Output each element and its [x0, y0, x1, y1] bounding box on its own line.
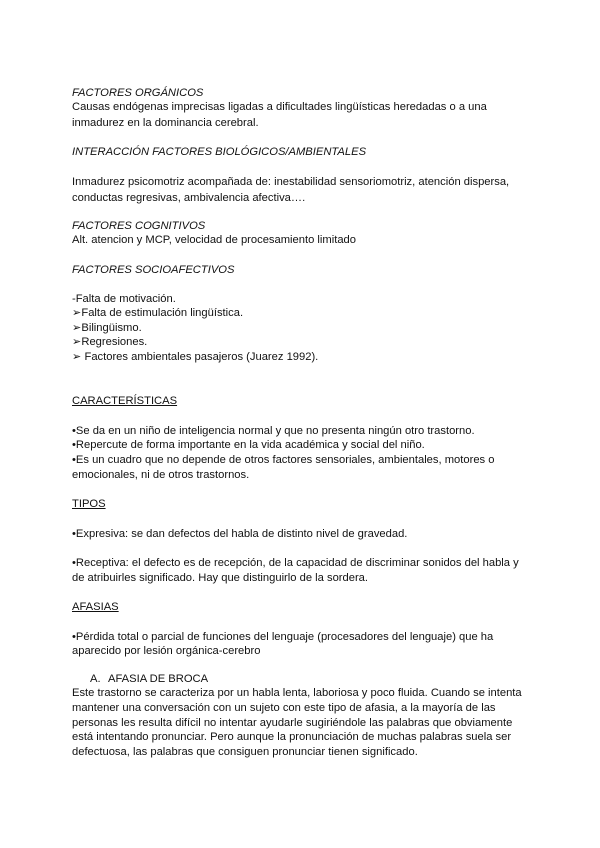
paragraph-line: Este trastorno se caracteriza por un habla lenta, laboriosa y poco fluida. Cuando se intenta — [72, 687, 522, 699]
list-item: -Falta de motivación. — [72, 293, 176, 305]
paragraph-line: •Expresiva: se dan defectos del habla de distinto nivel de gravedad. — [72, 528, 408, 540]
list-item: ➢Falta de estimulación lingüística. — [72, 307, 244, 319]
heading-tipos: TIPOS — [72, 498, 106, 510]
list-item: ➢Regresiones. — [72, 336, 148, 348]
list-marker-a: A. — [90, 673, 101, 685]
heading-interaccion: INTERACCIÓN FACTORES BIOLÓGICOS/AMBIENTALES — [72, 146, 367, 158]
paragraph-line: está intentando pronunciar. Pero aunque la pronunciación de muchas palabras suela ser — [72, 731, 512, 743]
paragraph-line: conductas regresivas, ambivalencia afectiva…. — [72, 192, 306, 204]
paragraph-line: personas les resulta difícil no intentar ayudarle sugiriéndole las palabras que obviamente — [72, 717, 513, 729]
heading-afasia-de-broca: AFASIA DE BROCA — [108, 673, 209, 685]
paragraph-line: aparecido por lesión orgánica-cerebro — [72, 645, 261, 657]
list-item: ➢Bilingüismo. — [72, 322, 142, 334]
paragraph-line: Causas endógenas imprecisas ligadas a dificultades lingüísticas heredadas o a una — [72, 101, 487, 113]
heading-factores-cognitivos: FACTORES COGNITIVOS — [72, 220, 206, 232]
paragraph-line: mantener una conversación con un sujeto con este tipo de afasia, a la mayoría de las — [72, 702, 496, 714]
paragraph-line: •Se da en un niño de inteligencia normal y que no presenta ningún otro trastorno. — [72, 425, 475, 437]
list-item: ➢ Factores ambientales pasajeros (Juarez 1992). — [72, 351, 319, 363]
paragraph-line: •Es un cuadro que no depende de otros factores sensoriales, ambientales, motores o — [72, 454, 495, 466]
paragraph-line: de atribuirles significado. Hay que distinguirlo de la sordera. — [72, 572, 369, 584]
paragraph-line: •Repercute de forma importante en la vida académica y social del niño. — [72, 439, 425, 451]
paragraph-line: inmadurez en la dominancia cerebral. — [72, 117, 259, 129]
paragraph-line: Inmadurez psicomotriz acompañada de: inestabilidad sensoriomotriz, atención dispersa, — [72, 176, 510, 188]
heading-factores-socioafectivos: FACTORES SOCIOAFECTIVOS — [72, 264, 235, 276]
paragraph-line: •Receptiva: el defecto es de recepción, de la capacidad de discriminar sonidos del habla y — [72, 557, 519, 569]
paragraph-line: emocionales, ni de otros trastornos. — [72, 469, 250, 481]
heading-afasias: AFASIAS — [72, 601, 119, 613]
paragraph-line: Alt. atencion y MCP, velocidad de procesamiento limitado — [72, 234, 356, 246]
heading-factores-organicos: FACTORES ORGÁNICOS — [72, 87, 204, 99]
paragraph-line: defectuosa, las palabras que consiguen pronunciar tienen significado. — [72, 746, 418, 758]
heading-caracteristicas: CARACTERÍSTICAS — [72, 395, 178, 407]
paragraph-line: •Pérdida total o parcial de funciones del lenguaje (procesadores del lenguaje) que ha — [72, 631, 494, 643]
